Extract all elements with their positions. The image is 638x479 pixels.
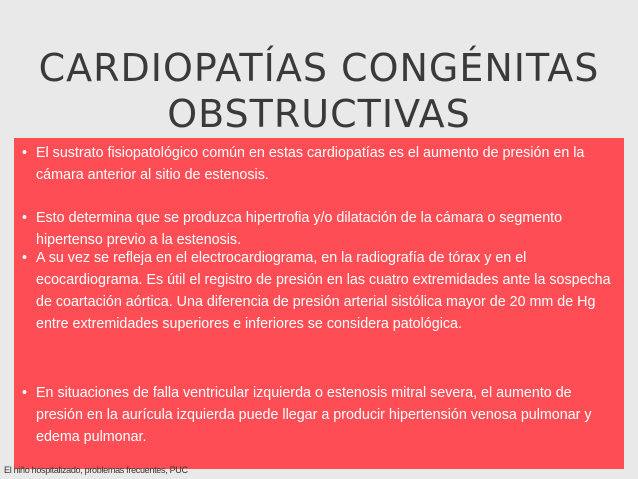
bullet-text: A su vez se refleja en el electrocardiograma, en la radiografía de tórax y en el ecocardiograma. Es útil el registro de presión en las cuatro extremidades ante la sospecha de coartación aórtica. Una diferencia de presión arterial sistólica mayor de 20 mm de Hg entre extremidades superiores e inferiores se considera patológica. <box>36 250 611 332</box>
bullet-marker: • <box>22 210 28 226</box>
slide-title-line-1: CARDIOPATÍAS CONGÉNITAS <box>38 46 600 91</box>
slide-title-line-2: OBSTRUCTIVAS <box>167 92 471 137</box>
bullet-marker: • <box>22 385 28 401</box>
bullet-text: Esto determina que se produzca hipertrofia y/o dilatación de la cámara o segmento hipertenso previo a la estenosis. <box>36 210 563 248</box>
bullet-marker: • <box>22 145 28 161</box>
slide-title <box>0 45 638 137</box>
content-box <box>14 138 624 469</box>
footer-source: El niño hospitalizado, problemas frecuentes, PUC <box>4 465 188 475</box>
bullet-text: En situaciones de falla ventricular izquierda o estenosis mitral severa, el aumento de presión en la aurícula izquierda puede llegar a producir hipertensión venosa pulmonar y edema pulmonar. <box>36 385 592 445</box>
bullet-marker: • <box>22 250 28 266</box>
bullet-text: El sustrato fisiopatológico común en estas cardiopatías es el aumento de presión en la cámara anterior al sitio de estenosis. <box>36 145 585 183</box>
